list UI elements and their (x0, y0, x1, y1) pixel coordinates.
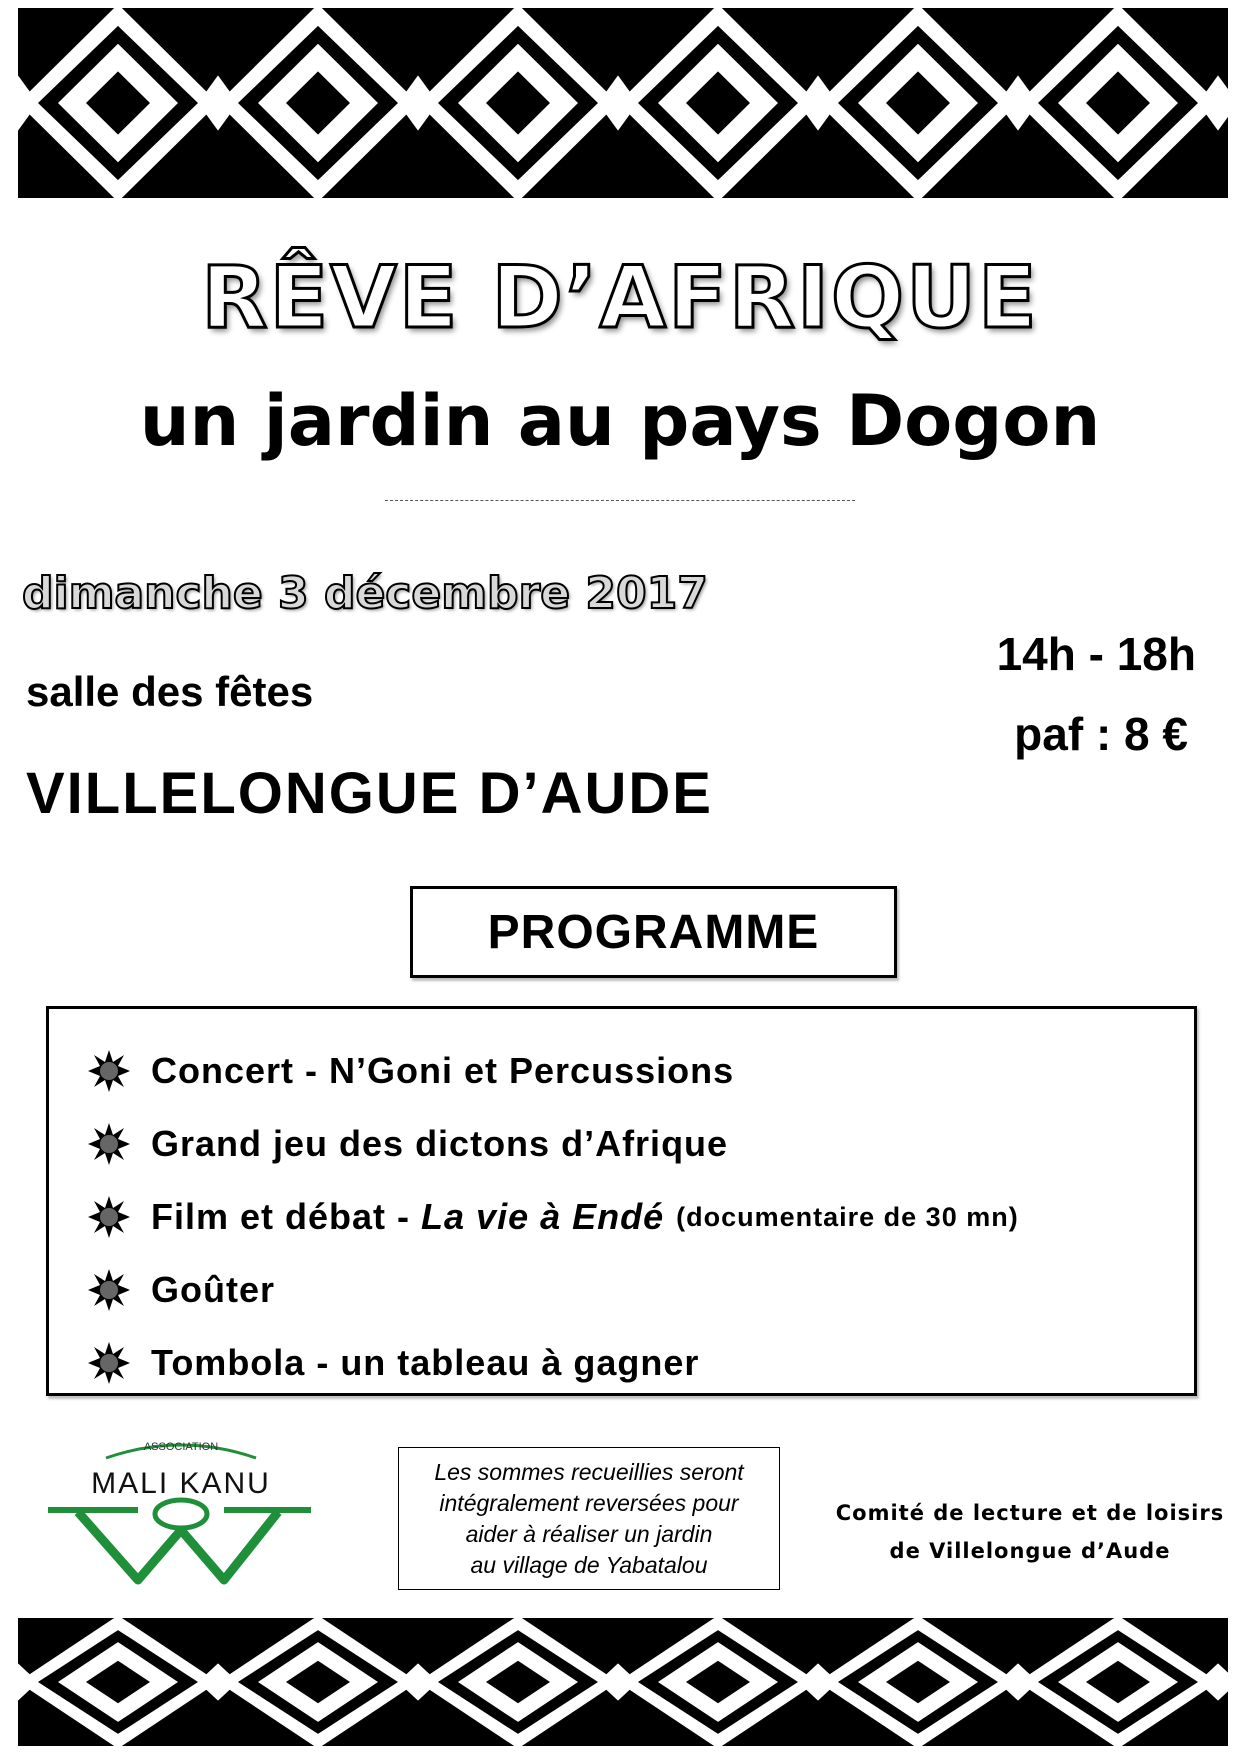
programme-item-label: Grand jeu des dictons d’Afrique (151, 1123, 729, 1164)
organizer-line: Comité de lecture et de loisirs (835, 1501, 1225, 1525)
programme-item-label: Concert - N’Goni et Percussions (151, 1050, 735, 1091)
diamond-pattern (18, 1618, 1228, 1746)
programme-item (87, 1041, 734, 1101)
note-line: Les sommes recueillies seront (434, 1458, 744, 1485)
logo-name: MALI KANU (91, 1467, 271, 1500)
top-pattern-band (18, 8, 1228, 198)
event-date: dimanche 3 décembre 2017 (22, 568, 708, 619)
programme-item (87, 1333, 699, 1393)
programme-item (87, 1114, 728, 1174)
note-line: au village de Yabatalou (470, 1551, 708, 1578)
star-bullet-icon (87, 1268, 131, 1312)
event-price: paf : 8 € (1014, 708, 1188, 760)
organizer-line: de Villelongue d’Aude (889, 1539, 1171, 1563)
programme-item-label: Goûter (151, 1269, 276, 1310)
separator-line (385, 500, 855, 501)
film-note: (documentaire de 30 mn) (676, 1201, 1019, 1232)
star-bullet-icon (87, 1122, 131, 1166)
organizer (830, 1494, 1230, 1570)
event-venue: salle des fêtes (26, 668, 314, 715)
programme-item-label: Tombola - un tableau à gagner (151, 1342, 700, 1383)
mali-kanu-logo-icon (46, 1430, 316, 1590)
logo-top-text: ASSOCIATION (143, 1441, 219, 1453)
page-subtitle: un jardin au pays Dogon (139, 380, 1101, 462)
note-line: intégralement reversées pour (439, 1489, 739, 1516)
star-bullet-icon (87, 1341, 131, 1385)
bottom-pattern-band (18, 1618, 1228, 1746)
film-title: La vie à Endé (421, 1196, 665, 1237)
diamond-pattern (18, 8, 1228, 198)
event-town: VILLELONGUE D’AUDE (26, 761, 713, 826)
programme-list (46, 1006, 1197, 1396)
donation-note (398, 1447, 780, 1590)
programme-item (87, 1187, 1019, 1247)
star-bullet-icon (87, 1195, 131, 1239)
programme-heading: PROGRAMME (410, 886, 897, 978)
association-logo (46, 1430, 316, 1590)
star-bullet-icon (87, 1049, 131, 1093)
event-time: 14h - 18h (996, 628, 1196, 680)
note-line: aider à réaliser un jardin (465, 1520, 713, 1547)
programme-item-label: Film et débat - (151, 1196, 422, 1237)
programme-item (87, 1260, 275, 1320)
page-title: RÊVE D’AFRIQUE (201, 248, 1039, 348)
